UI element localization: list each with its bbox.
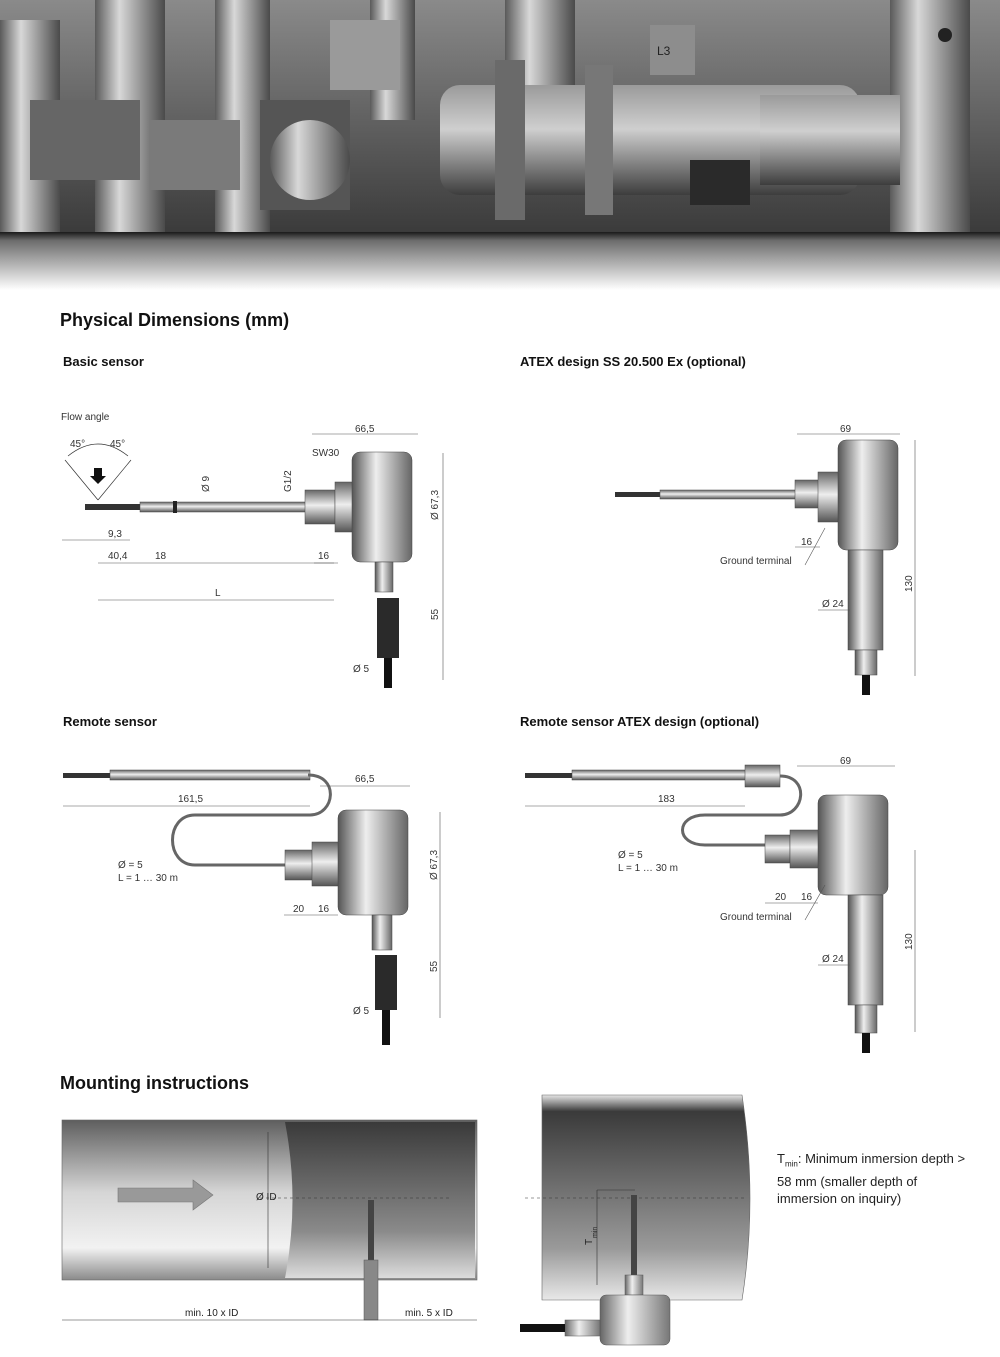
remote-sensor-title: Remote sensor — [63, 714, 157, 729]
dim-sw30: SW30 — [312, 448, 340, 459]
upstream-distance-label: min. 10 x ID — [185, 1308, 239, 1319]
atex-dim-130: 130 — [904, 575, 915, 592]
tmin-label: T — [584, 1238, 595, 1245]
remote-dim-16: 16 — [318, 904, 330, 915]
immersion-note — [777, 1150, 977, 1207]
remote-atex-cable-length: L = 1 … 30 m — [618, 863, 678, 874]
dim-55: 55 — [430, 608, 441, 620]
flow-angle-label: Flow angle — [61, 412, 110, 423]
basic-sensor-title: Basic sensor — [63, 354, 144, 369]
dim-66-5: 66,5 — [355, 424, 375, 435]
atex-title: ATEX design SS 20.500 Ex (optional) — [520, 354, 746, 369]
remote-atex-dim-130: 130 — [904, 933, 915, 950]
remote-cable-diameter: Ø = 5 — [118, 860, 143, 871]
pipe-id-label: Ø ID — [256, 1192, 277, 1203]
dim-d5: Ø 5 — [353, 664, 370, 675]
dim-d67-3: Ø 67,3 — [430, 489, 441, 520]
downstream-distance-label: min. 5 x ID — [405, 1308, 453, 1319]
remote-cable-length: L = 1 … 30 m — [118, 873, 178, 884]
dim-g1-2: G1/2 — [283, 470, 294, 492]
remote-atex-dim-69: 69 — [840, 756, 852, 767]
atex-dim-16: 16 — [801, 537, 813, 548]
svg-text:L3: L3 — [657, 44, 671, 58]
atex-ground-terminal: Ground terminal — [720, 556, 792, 567]
remote-sensor-drawing — [0, 740, 500, 1060]
remote-atex-ground-terminal: Ground terminal — [720, 912, 792, 923]
flow-arrow-icon — [90, 468, 106, 484]
remote-atex-drawing — [500, 740, 1000, 1060]
remote-atex-title: Remote sensor ATEX design (optional) — [520, 714, 760, 729]
dim-9-3: 9,3 — [108, 529, 122, 540]
angle-right-label: 45° — [110, 439, 126, 450]
remote-atex-dim-16: 16 — [801, 892, 813, 903]
note-t: T — [777, 1151, 785, 1166]
remote-dim-d5: Ø 5 — [353, 1006, 370, 1017]
remote-atex-dim-183: 183 — [658, 794, 675, 805]
mounting-title: Mounting instructions — [60, 1073, 249, 1093]
dim-40-4: 40,4 — [108, 551, 128, 562]
note-text: : Minimum inmersion depth > 58 mm (smaller depth of immersion on inquiry) — [777, 1151, 966, 1206]
dim-d9: Ø 9 — [201, 475, 212, 492]
basic-sensor-drawing — [0, 400, 500, 700]
remote-atex-dim-20: 20 — [775, 892, 787, 903]
tmin-sub-label: min — [592, 1226, 599, 1238]
remote-atex-cable-diameter: Ø = 5 — [618, 850, 643, 861]
dimensions-title: Physical Dimensions (mm) — [60, 310, 290, 330]
angle-left-label: 45° — [70, 439, 86, 450]
dim-18: 18 — [155, 551, 167, 562]
remote-dim-66-5: 66,5 — [355, 774, 375, 785]
atex-dim-69: 69 — [840, 424, 852, 435]
remote-atex-dim-d24: Ø 24 — [822, 954, 844, 965]
atex-dim-d24: Ø 24 — [822, 599, 844, 610]
dim-16: 16 — [318, 551, 330, 562]
mounting-cross-section-drawing — [510, 1090, 760, 1357]
note-sub: min — [784, 1159, 798, 1169]
remote-dim-55: 55 — [429, 960, 440, 972]
mounting-pipe-drawing — [40, 1100, 500, 1340]
hero-industrial-photo — [0, 0, 1000, 290]
remote-dim-d67-3: Ø 67,3 — [429, 849, 440, 880]
atex-drawing — [500, 400, 1000, 700]
remote-dim-20: 20 — [293, 904, 305, 915]
dim-l: L — [215, 588, 221, 599]
remote-dim-161-5: 161,5 — [178, 794, 204, 805]
